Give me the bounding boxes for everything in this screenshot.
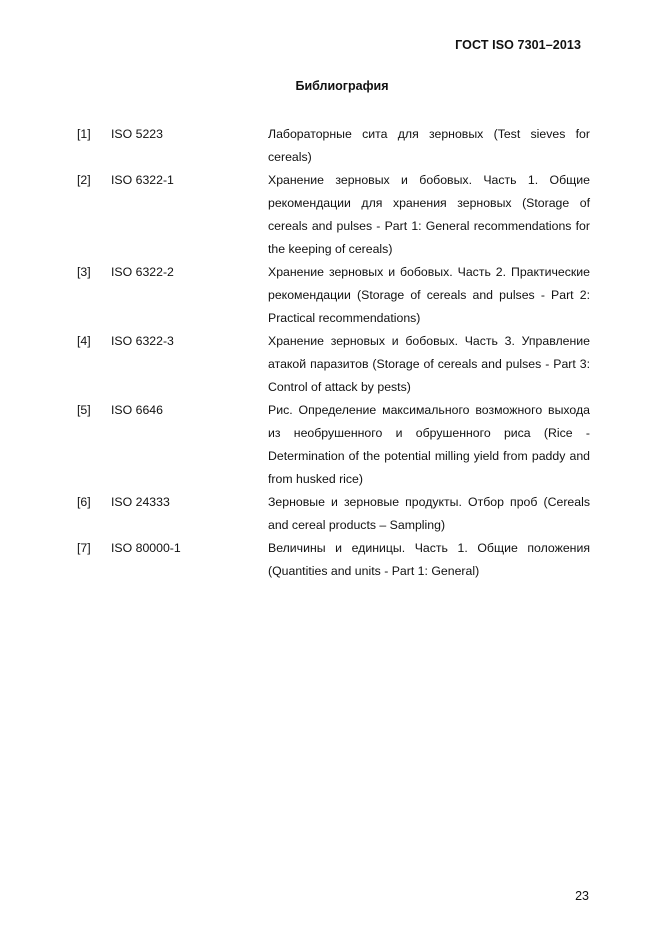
entry-description: Хранение зерновых и бобовых. Часть 3. Управление атакой паразитов (Storage of cereals and pulses - Part 3: Control of attack by pests) [268,334,590,394]
page-number: 23 [575,889,589,903]
entry-standard: ISO 6322-1 [111,173,174,187]
bibliography-entry [77,261,590,330]
bibliography-entry [77,169,590,261]
bibliography-entry [77,491,590,537]
entry-number: [4] [77,334,91,348]
entry-number: [6] [77,495,91,509]
entry-description: Хранение зерновых и бобовых. Часть 1. Общие рекомендации для хранения зерновых (Storage of cereals and pulses - Part 1: General recommendations for the keeping of cereals) [268,173,590,256]
entry-number: [7] [77,541,91,555]
entry-standard: ISO 24333 [111,495,170,509]
bibliography-title: Библиография [295,79,389,93]
entry-number: [3] [77,265,91,279]
bibliography-entry [77,537,590,583]
entry-number: [2] [77,173,91,187]
entry-number: [5] [77,403,91,417]
entry-number: [1] [77,127,91,141]
entry-description: Рис. Определение максимального возможного выхода из необрушенного и обрушенного риса (Rice - Determination of the potential milling yield from paddy and from husked rice) [268,403,590,486]
entry-standard: ISO 6322-2 [111,265,174,279]
entry-standard: ISO 6322-3 [111,334,174,348]
bibliography-entry [77,330,590,399]
entry-description: Зерновые и зерновые продукты. Отбор проб (Cereals and cereal products – Sampling) [268,495,590,532]
entry-description: Величины и единицы. Часть 1. Общие положения (Quantities and units - Part 1: General) [268,541,590,578]
bibliography-entry [77,399,590,491]
bibliography-list [77,123,590,583]
entry-standard: ISO 80000-1 [111,541,181,555]
entry-standard: ISO 6646 [111,403,163,417]
entry-description: Лабораторные сита для зерновых (Test sieves for cereals) [268,127,590,164]
entry-standard: ISO 5223 [111,127,163,141]
bibliography-entry [77,123,590,169]
document-code: ГОСТ ISO 7301–2013 [455,38,581,52]
entry-description: Хранение зерновых и бобовых. Часть 2. Практические рекомендации (Storage of cereals and pulses - Part 2: Practical recommendations) [268,265,590,325]
